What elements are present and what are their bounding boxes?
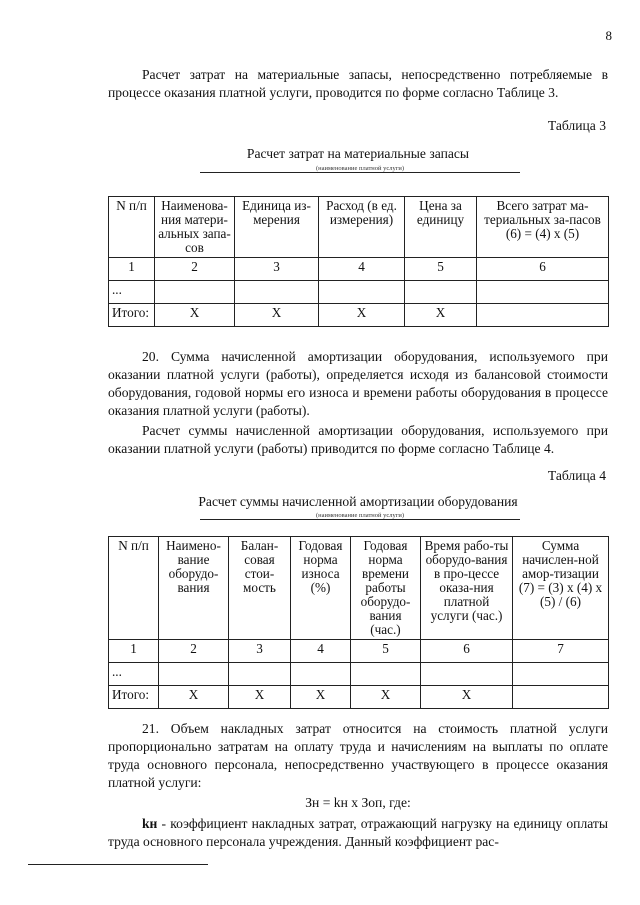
table4	[108, 536, 609, 709]
table-cell: ...	[109, 663, 159, 686]
table-cell: X	[235, 304, 319, 327]
table4-header-cell: Балан-совая стои-мость	[229, 537, 291, 640]
table3-header-cell: Единица из-мерения	[235, 197, 319, 258]
table-cell: 3	[229, 640, 291, 663]
table4-title: Расчет суммы начисленной амортизации оборудования	[198, 494, 518, 509]
table4-header-cell: N п/п	[109, 537, 159, 640]
table-cell: X	[319, 304, 405, 327]
table-cell	[513, 686, 609, 709]
table3-caption-line	[200, 172, 520, 173]
table-cell	[351, 663, 421, 686]
paragraph-k-text: - коэффициент накладных затрат, отражающий нагрузку на единицу оплаты труда основного персонала учреждения. Данный коэффициент рас-	[108, 816, 608, 849]
table-cell	[291, 663, 351, 686]
table3-header-cell: Всего затрат ма-териальных за-пасов (6) = (4) x (5)	[477, 197, 609, 258]
table3-ellipsis-row	[109, 281, 609, 304]
paragraph-20b: Расчет суммы начисленной амортизации оборудования, используемого при оказании платной услуги (работы) приводится по форме согласно Таблице 4.	[108, 423, 608, 456]
table4-header-cell: Сумма начислен-ной амор-тизации (7) = (3) x (4) x (5) / (6)	[513, 537, 609, 640]
table-cell: 3	[235, 258, 319, 281]
table4-header-cell: Время рабо-ты оборудо-вания в про-цессе оказа-ния платной услуги (час.)	[421, 537, 513, 640]
table-cell: X	[291, 686, 351, 709]
table3-title: Расчет затрат на материальные запасы	[246, 146, 470, 161]
table-cell	[159, 663, 229, 686]
table4-label: Таблица 4	[547, 468, 606, 483]
table3-header-cell: Цена за единицу	[405, 197, 477, 258]
table3-label: Таблица 3	[547, 118, 606, 133]
table-cell: 5	[351, 640, 421, 663]
table4-number-row	[109, 640, 609, 663]
table-cell: 6	[421, 640, 513, 663]
table3-header-cell: Расход (в ед. измерения)	[319, 197, 405, 258]
k-symbol: kн	[142, 816, 158, 831]
table4-ellipsis-row	[109, 663, 609, 686]
table-cell: 5	[405, 258, 477, 281]
table-cell: 1	[109, 640, 159, 663]
table4-header-cell: Наимено-вание оборудо-вания	[159, 537, 229, 640]
table3-header-cell: Наименова-ния матери-альных запа-сов	[155, 197, 235, 258]
table4-total-row	[109, 686, 609, 709]
paragraph-k	[108, 815, 608, 851]
table4-header-cell: Годовая норма износа (%)	[291, 537, 351, 640]
table-cell	[513, 663, 609, 686]
table3-total-row	[109, 304, 609, 327]
table4-header-cell: Годовая норма времени работы оборудо-вания (час.)	[351, 537, 421, 640]
table3-caption: (наименование платной услуги)	[315, 165, 405, 172]
table-cell: Итого:	[109, 686, 159, 709]
table-cell: 4	[319, 258, 405, 281]
table-cell: Итого:	[109, 304, 155, 327]
table-cell: 4	[291, 640, 351, 663]
table-cell: X	[155, 304, 235, 327]
footer-rule	[28, 864, 208, 865]
table-cell: 2	[159, 640, 229, 663]
table3	[108, 196, 609, 327]
table-cell	[155, 281, 235, 304]
table-cell	[477, 304, 609, 327]
table-cell	[477, 281, 609, 304]
table-cell	[405, 281, 477, 304]
table4-caption: (наименование платной услуги)	[315, 512, 405, 519]
table-cell: X	[229, 686, 291, 709]
table-cell: X	[159, 686, 229, 709]
page-number: 8	[605, 28, 612, 43]
table-cell	[235, 281, 319, 304]
table-cell: X	[351, 686, 421, 709]
paragraph-20: 20. Сумма начисленной амортизации оборудования, используемого при оказании платной услуги (работы), определяется исходя из балансовой стоимости оборудования, годовой нормы его износа и времени работы оборудования в процессе оказания платной услуги (работы).	[108, 349, 608, 418]
table3-header-cell: N п/п	[109, 197, 155, 258]
table-cell: ...	[109, 281, 155, 304]
table3-header-row	[109, 197, 609, 258]
table-cell: 6	[477, 258, 609, 281]
table-cell: 7	[513, 640, 609, 663]
table-cell	[229, 663, 291, 686]
table-cell: 1	[109, 258, 155, 281]
intro-paragraph: Расчет затрат на материальные запасы, непосредственно потребляемые в процессе оказания платной услуги, проводится по форме согласно Таблице 3.	[108, 67, 608, 100]
paragraph-21: 21. Объем накладных затрат относится на стоимость платной услуги пропорционально затратам на оплату труда и начислениям на выплаты по оплате труда основного персонала, непосредственно участвующего в процессе оказания платной услуги:	[108, 721, 608, 790]
table-cell	[319, 281, 405, 304]
table3-number-row	[109, 258, 609, 281]
table-cell: 2	[155, 258, 235, 281]
table-cell: X	[421, 686, 513, 709]
table4-caption-line	[200, 519, 520, 520]
table-cell	[421, 663, 513, 686]
table-cell: X	[405, 304, 477, 327]
table4-header-row	[109, 537, 609, 640]
formula: Зн = kн x Зоп, где:	[305, 795, 411, 810]
